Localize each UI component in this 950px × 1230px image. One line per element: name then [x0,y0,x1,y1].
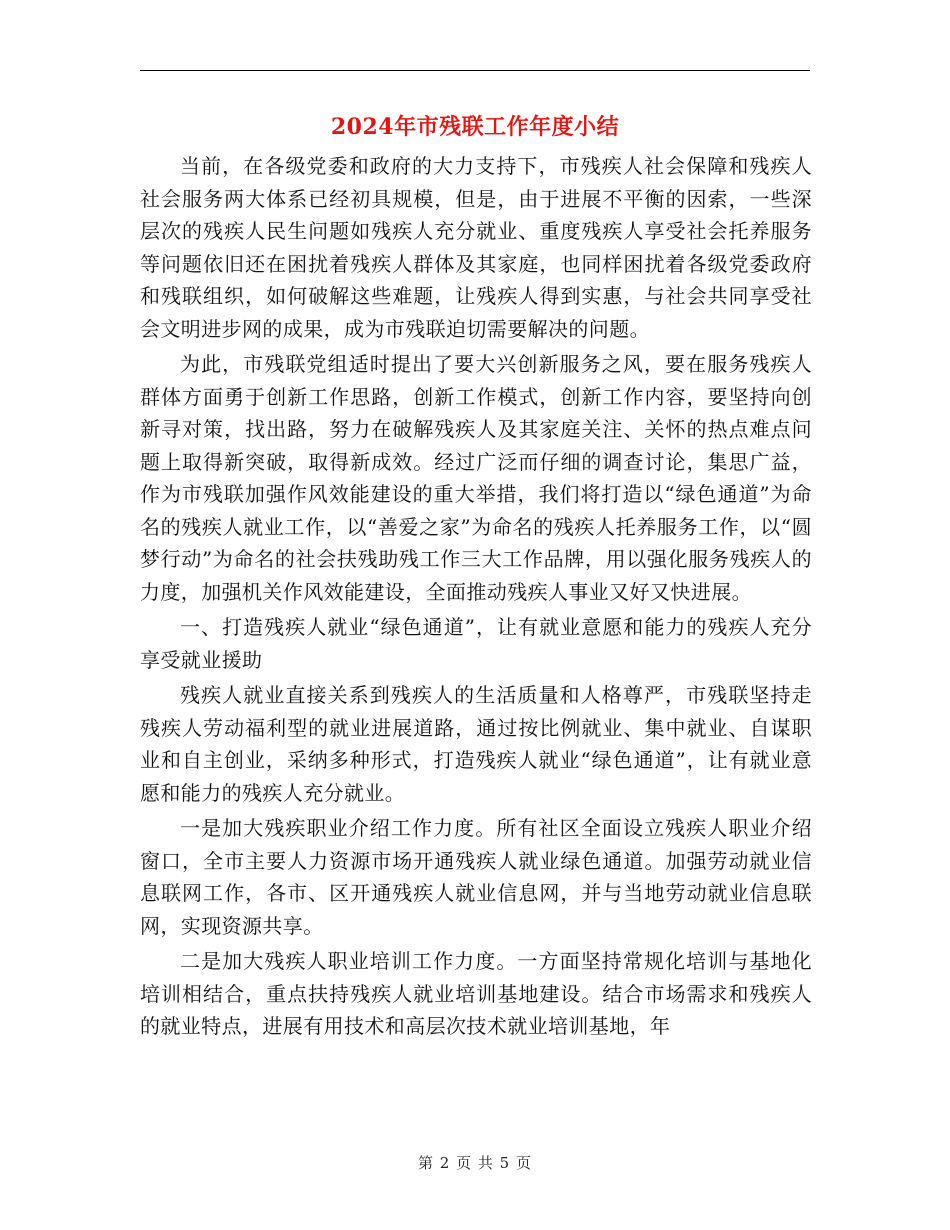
document-body [140,150,812,1046]
page-number: 第 2 页 共 5 页 [418,1154,532,1172]
paragraph-intro: 当前，在各级党委和政府的大力支持下，市残疾人社会保障和残疾人社会服务两大体系已经初具规模，但是，由于进展不平衡的因索，一些深层次的残疾人民生问题如残疾人充分就业、重度残疾人享受社会托养服务等问题依旧还在困扰着残疾人群体及其家庭，也同样困扰着各级党委政府和残联组织，如何破解这些难题，让残疾人得到实惠，与社会共同享受社会文明进步网的成果，成为市残联迫切需要解决的问题。 [140,154,812,341]
section-heading-1: 一、打造残疾人就业“绿色通道”，让有就业意愿和能力的残疾人充分享受就业援助 [140,615,812,672]
paragraph-innovation: 为此，市残联党组适时提出了要大兴创新服务之风，要在服务残疾人群体方面勇于创新工作思路，创新工作模式，创新工作内容，要坚持向创新寻对策，找出路，努力在破解残疾人及其家庭关注、关怀的热点难点问题上取得新突破，取得新成效。经过广泛而仔细的调查讨论，集思广益，作为市残联加强作风效能建设的重大举措，我们将打造以“绿色通道”为命名的残疾人就业工作，以“善爱之家”为命名的残疾人托养服务工作，以“圆梦行动”为命名的社会扶残助残工作三大工作品牌，用以强化服务残疾人的力度，加强机关作风效能建设，全面推动残疾人事业又好又快进展。 [140,352,812,604]
document-title: 2024年市残联工作年度小结 [330,114,620,140]
header-rule [140,70,810,71]
paragraph-employment: 残疾人就业直接关系到残疾人的生活质量和人格尊严，市残联坚持走残疾人劳动福利型的就业进展道路，通过按比例就业、集中就业、自谋职业和自主创业，采纳多种形式，打造残疾人就业“绿色通道”，让有就业意愿和能力的残疾人充分就业。 [140,683,812,805]
paragraph-vocational-training: 二是加大残疾人职业培训工作力度。一方面坚持常规化培训与基地化培训相结合，重点扶持残疾人就业培训基地建设。结合市场需求和残疾人的就业特点，进展有用技术和高层次技术就业培训基地，年 [140,949,812,1038]
paragraph-job-referral: 一是加大残疾职业介绍工作力度。所有社区全面设立残疾人职业介绍窗口，全市主要人力资源市场开通残疾人就业绿色通道。加强劳动就业信息联网工作，各市、区开通残疾人就业信息网，并与当地劳动就业信息联网，实现资源共享。 [140,816,812,938]
